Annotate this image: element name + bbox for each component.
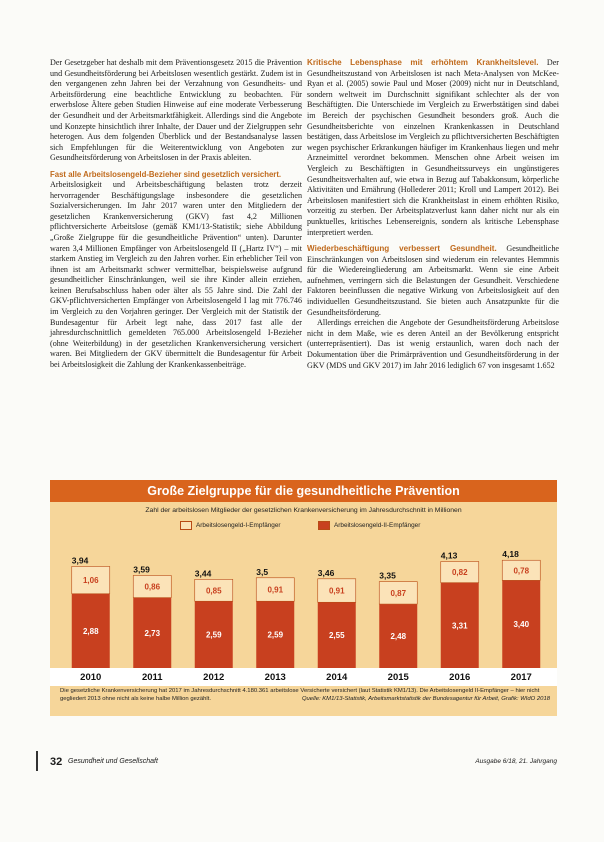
legend-item-alg2 (318, 521, 420, 530)
data-label-alg2: 2,55 (328, 631, 345, 641)
total-label: 4,13 (440, 550, 458, 561)
data-label-alg2: 3,31 (451, 621, 468, 631)
legend-swatch (318, 521, 330, 530)
chart-note (60, 688, 550, 703)
x-tick-label: 2012 (203, 672, 225, 683)
paragraph-text: Gesundheitliche Einschränkungen von Arbeitslosen sind wiederum ein relevantes Hemmnis für die Wiedereingliederung am Arbeitsmarkt. Wenn sie eine Arbeit aufnehmen, verringern sich die Belastungen der Gesundheit. Verschiedene Faktoren beeinflussen die negative Wirkung von Arbeitslosigkeit auf den individuellen Gesundheitszustand. Sie bieten auch Ansatzpunkte für die Gesundheitsförderung. (307, 244, 559, 317)
footer (50, 756, 557, 770)
paragraph-with-run-in-heading (307, 244, 559, 318)
page-number: 32 (50, 756, 63, 768)
total-label: 3,35 (379, 570, 396, 581)
publication-name: Gesundheit und Gesellschaft (68, 758, 158, 765)
x-tick-label: 2014 (326, 672, 348, 683)
x-tick-label: 2011 (141, 672, 163, 683)
paragraph: Arbeitslosigkeit und Arbeitsbeschäftigung belasten trotz derzeit hervorragender Beschäftigungslage insbesondere die gesetzlichen Sozialversicherungen. Im Jahr 2017 waren unter den Mitgliedern der gesetzlichen Krankenversicherung (GKV) fast 4,2 Millionen pflichtversicherte Arbeitslose (gemäß KM1/13-Statistik; siehe Abbildung „Große Zielgruppe für die gesundheitliche Prävention“ unten). Darunter waren 3,4 Millionen Empfänger von Arbeitslosengeld II („Hartz IV“) – mit starkem Anstieg im Vergleich zu den Jahren vorher. Ein erheblicher Teil von ihnen ist am Arbeitsmarkt schwer vermittelbar, beispielsweise aufgrund gesundheitlicher Einschränkungen, weil sie ihre Kinder allein erziehen, keinen Berufsabschluss haben oder älter als 55 Jahre sind. Die Zahl der GKV-pflichtversicherten Empfänger von Arbeitslosengeld I lag mit 776.746 im Vergleich zu den Vorjahren geringer. Der Vergleich mit der Statistik der Bundesagentur für Arbeit legt nahe, dass 2017 fast alle der jahresdurchschnittlich gemeldeten 765.000 Arbeitslosengeld I-Bezieher (ohne Weiterbildung) in der gesetzlichen Krankenversicherung versichert waren. Bei Mitgliedern der GKV übermittelt die Bundesagentur für Arbeit bei Arbeitslosigkeit die Zahlung der Krankenkassenbeiträge. (50, 179, 302, 370)
paragraph: Allerdings erreichen die Angebote der Gesundheitsförderung Arbeitslose nicht in dem Maße, wie es deren Anteil an der Bevölkerung entspricht (unterrepräsentiert). Das ist wenig erstaunlich, waren doch nach der Dokumentation über die Primärprävention und Gesundheitsförderung in der GKV (MDS und GKV 2017) im Jahr 2016 lediglich 67 von insgesamt 1.652 (307, 318, 559, 370)
total-label: 3,5 (256, 566, 269, 577)
data-label-alg2: 2,59 (267, 630, 284, 640)
data-label-alg2: 2,88 (82, 626, 99, 636)
left-column (50, 58, 302, 371)
paragraph-text: Der Gesundheitszustand von Arbeitslosen ist nach Meta-Analysen von McKee-Ryan et al. (2005) sowie Paul und Moser (2009) nicht nur in Deutschland, sondern weltweit im Durchschnitt signifikant schlechter als der von Beschäftigten. Die Unterschiede im Vergleich zu Erwerbstätigen sind dabei im Bereich der psychischen Gesundheit besonders groß. Auch die Gesundheitsberichte von einzelnen Krankenkassen in Deutschland bestätigen, dass Arbeitslose im Vergleich zu pflichtversicherten Beschäftigten wegen psychischer Erkrankungen häufiger im Krankenhaus liegen und mehr Arzneimittel verordnet bekommen. Menschen ohne Arbeit weisen im Vergleich zu Beschäftigten in Gesundheitssurveys ein ungünstigeres Gesundheitsverhalten auf, wie etwa in Bezug auf Tabakkonsum, körperliche Aktivitäten und Ernährung (Hollederer 2011; Kroll und Lampert 2012). Bei Arbeitslosen manifestiert sich die Krankheitslast in einem erhöhten Risiko, vorzeitig zu sterben. Der Arbeitsplatzverlust kann daher nicht nur als ein punktuelles, kritisches Lebensereignis, sondern als kritische Lebensphase interpretiert werden. (307, 58, 559, 237)
chart-note-text: Die gesetzliche Krankenversicherung hat 2017 im Jahresdurchschnitt 4.180.361 arbeitslose Versicherte versichert (laut Statistik KM1/13). Die Arbeitslosengeld II-Empfänger – hier nicht gegliedert 2013 ohne nicht als keine halbe Million gezählt. (60, 688, 540, 702)
data-label-alg1: 0,82 (451, 568, 468, 578)
x-tick-label: 2010 (80, 672, 102, 683)
stacked-bar-chart (50, 532, 557, 688)
data-label-alg1: 1,06 (82, 576, 99, 586)
x-axis-band (50, 668, 557, 686)
total-label: 3,46 (317, 567, 335, 578)
data-label-alg2: 2,48 (390, 632, 407, 642)
total-label: 3,59 (133, 564, 150, 575)
x-tick-label: 2016 (449, 672, 471, 683)
total-label: 4,18 (502, 549, 519, 560)
chart-source: Quelle: KM1/13-Statistik, Arbeitsmarktstatistik der Bundesagentur für Arbeit, Grafik: WIdO 2018 (301, 695, 550, 702)
total-label: 3,94 (71, 555, 89, 566)
data-label-alg1: 0,85 (205, 586, 222, 596)
total-label: 3,44 (194, 568, 212, 579)
legend-item-alg1 (180, 521, 281, 530)
data-label-alg2: 2,73 (144, 628, 161, 638)
run-in-heading: Kritische Lebensphase mit erhöhtem Krankheitslevel. (307, 58, 539, 67)
chart-title: Große Zielgruppe für die gesundheitliche Prävention (50, 480, 557, 502)
data-label-alg2: 3,40 (513, 620, 530, 630)
right-column (307, 58, 559, 371)
data-label-alg1: 0,86 (144, 582, 161, 592)
data-label-alg1: 0,87 (390, 588, 407, 598)
legend-label: Arbeitslosengeld-I-Empfänger (196, 522, 281, 529)
issue-info: Ausgabe 6/18, 21. Jahrgang (475, 758, 557, 765)
x-tick-label: 2015 (387, 672, 409, 683)
section-heading: Fast alle Arbeitslosengeld-Bezieher sind gesetzlich versichert. (50, 169, 282, 179)
legend-swatch (180, 521, 192, 530)
data-label-alg2: 2,59 (205, 630, 222, 640)
chart-subtitle: Zahl der arbeitslosen Mitglieder der gesetzlichen Krankenversicherung im Jahresdurchschnitt in Millionen (145, 507, 462, 514)
paragraph-with-run-in-heading (307, 58, 559, 238)
footer-rule (36, 751, 38, 771)
data-label-alg1: 0,78 (513, 566, 530, 576)
chart-box (50, 480, 557, 716)
x-tick-label: 2017 (510, 672, 532, 683)
data-label-alg1: 0,91 (328, 586, 345, 596)
run-in-heading: Wiederbeschäftigung verbessert Gesundheit. (307, 244, 497, 254)
paragraph: Der Gesetzgeber hat deshalb mit dem Präventionsgesetz 2015 die Prävention und Gesundheitsförderung bei Arbeitslosen wesentlich gestärkt. Zudem ist in den vergangenen zehn Jahren bei der Verzahnung von Gesundheits- und Arbeitsförderung eine beachtliche Entwicklung zu beobachten. Für erwerbslose Ältere geben Studien Hinweise auf eine moderate Verbesserung der Gesundheit und der Arbeitsmarktfähigkeit. Allerdings sind die Angebote und Konzepte hinsichtlich ihrer Inhalte, der Dauer und der Zielgruppen sehr heterogen. Aus dem folgenden Überblick und der Bestandsanalyse lassen sich Empfehlungen für die Weiterentwicklung von Angeboten zur Gesundheitsförderung von Arbeitslosen in der Praxis ableiten. (50, 58, 302, 163)
x-tick-label: 2013 (264, 672, 286, 683)
legend-label: Arbeitslosengeld-II-Empfänger (334, 522, 421, 529)
data-label-alg1: 0,91 (267, 585, 284, 595)
